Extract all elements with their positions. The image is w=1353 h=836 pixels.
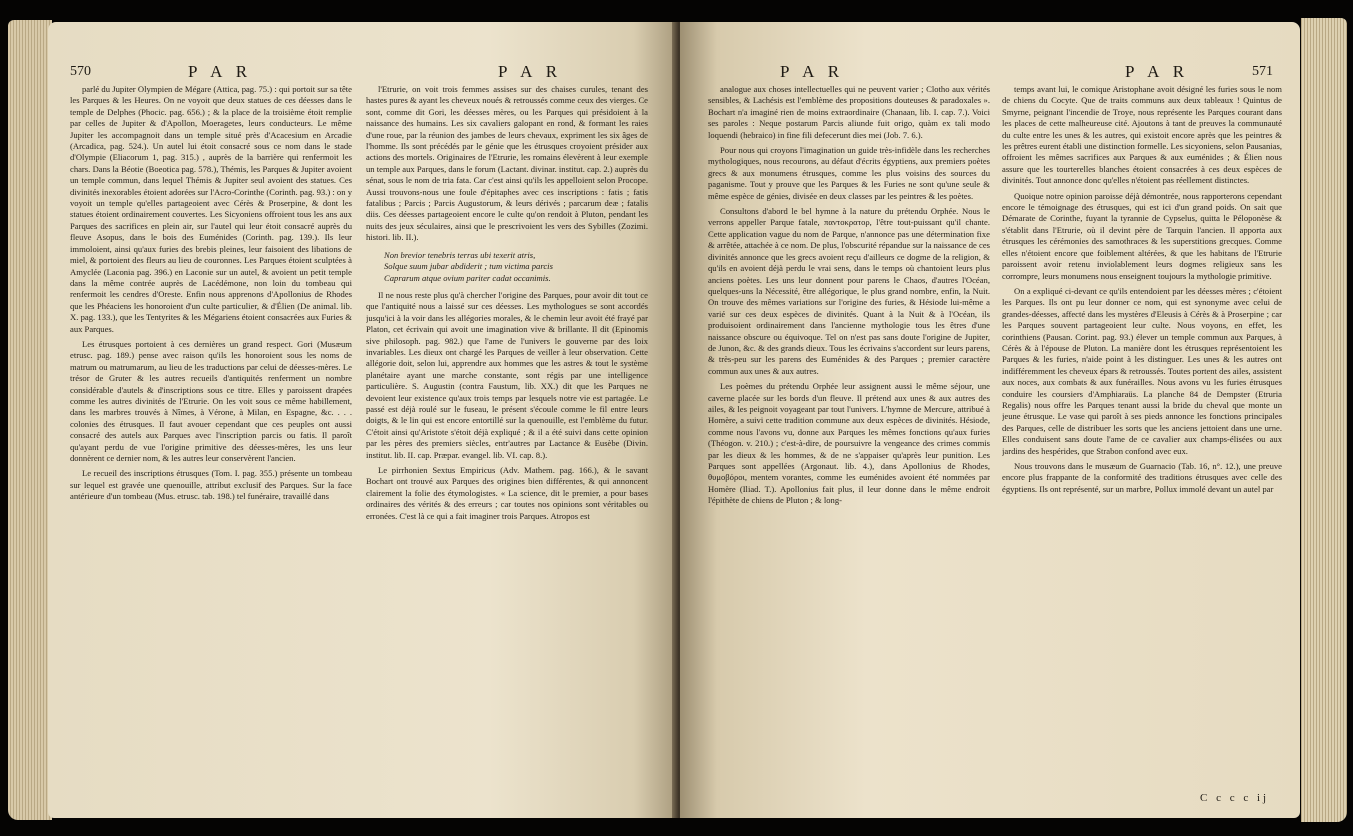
paragraph: Le pirrhonien Sextus Empiricus (Adv. Mathem. pag. 166.), & le savant Bochart ont trouvé aux Parques des origines bien différentes, & qui annoncent clairement la folie des étymologistes. « La science, dit le premier, a pour bases ordinaires des vérités & des erreurs ; car toutes nos opinions sont véritables ou erronées. C'est là ce qui a fait imaginer trois Parques. Atropos est (366, 465, 648, 521)
running-head: P A R (498, 62, 563, 81)
page-number: 571 (1252, 64, 1273, 79)
left-page-edges (8, 20, 52, 820)
running-head: P A R (1125, 62, 1190, 81)
verse-line: Non brevior tenebris terras ubi texerit atris, (384, 249, 536, 260)
paragraph: Il ne nous reste plus qu'à chercher l'origine des Parques, pour avoir dit tout ce que l'antiquité nous a laissé sur ces déesses. Les mythologues se sont accordés jusqu'ici à la voir dans les allégories morales, & le chemin leur avoit été frayé par Platon, cet écrivain qui avoit une imagination vive & brillante. Il dit (Epinomis sive philosoph. pag. 982.) que l'ame de l'univers le gouverne par des loix invariables. Les dieux ont chargé les Parques de veiller à leur observation. Cette allégorie doit, selon lui, apprendre aux hommes que les astres & tout le système planétaire ayant une marche constante, sont régis par une intelligence particulière. S. Augustin (contra Faustum, lib. XX.) dit que les Parques ne devoient leur existence qu'aux trois temps par lesquels notre vie est partagée. Le passé est déjà roulé sur le fuseau, le présent s'écoule comme le fil entre leurs doigts, & le lin qui est encore entortillé sur la quenouille, est l'emblème du futur. C'étoit ainsi qu'Aristote s'étoit déjà expliqué ; & il a été suivi dans cette opinion par les pères des premiers siècles, entr'autres par Lactance & Eusèbe (Divin. institut. lib. II. cap. Præpar. evangel. lib. VI. cap. 8.). (366, 289, 648, 460)
paragraph: Les étrusques portoient à ces dernières un grand respect. Gori (Musæum etrusc. pag. 189.) pense avec raison qu'ils les honoroient sous les noms de matrum ou matrumarum, au lieu de les traductions par celui de déesses-mères. Le trésor de Gruter & les autres recueils d'antiquités renferment un nombre considérable d'autels & d'inscriptions sous ce titre. Elles y paroissent drapées comme les autres divinités de l'Etrurie. On les voit sous ce même habillement, dans les marbres trouvés à Nîmes, à Vérone, à Milan, en Espagne, &c. . . . colonies des étrusques. Il faut avouer cependant que ces peuples ont aussi consacré des autels aux Parques avec l'inscription parcis ou fatis. Il paroît qu'ayant perdu de vue l'origine primitive des déesses-mères, les uns leur donnèrent ce dernier nom, & les autres leur conservèrent l'ancien. (70, 338, 352, 463)
right-column-1 (708, 84, 990, 809)
running-head: P A R (188, 62, 253, 81)
left-page (48, 22, 678, 818)
left-column-1 (70, 84, 352, 809)
paragraph: On a expliqué ci-devant ce qu'ils entendoient par les déesses mères ; c'étoient les Parques. Ils ont pu leur donner ce nom, qui est synonyme avec celui de grandes-déesses, affecté dans les mystères d'Eleusis à Cérès & à Proserpine ; car les Parques souvent partageoient leur culte. Nous voyons, en effet, les corinthiens (Pausan. Corint. pag. 93.) élever un temple commun aux Parques, à Cérès & à l'épouse de Pluton. La manière dont les étrusques représentoient les Parques & les furies, n'aide point à les distinguer. Les unes & les autres ont indifféremment les cheveux épars & retroussés. Toutes portent des ailes, assistent aux noces, aux combats & aux funérailles. Nous avons vu les furies étrusques conduire les coursiers d'Amphiaraüs. La planche 84 de Dempster (Etruria Regalis) nous offre les Parques tenant aussi la bride du cheval que monte un jeune étrusque. Le vase qui paroît à ses pieds annonce les fonctions principales des Parques, celle de distribuer les sorts que les anciens jettoient dans une urne. Elles conduisent sans doute l'ame de ce cavalier aux champs-élisées ou aux jardins des hespérides, que Strabon confond avec eux. (1002, 285, 1282, 456)
running-head: P A R (780, 62, 845, 81)
right-column-2 (1002, 84, 1282, 796)
paragraph: Pour nous qui croyons l'imagination un guide très-infidèle dans les recherches mythologiques, nous recourons, au défaut d'écrits égyptiens, aux premiers poètes grecs & aux monumens étrusques, comme les plus voisins des sources du paganisme. Tout y prouve que les Parques & les Furies ne sont qu'une seule & même espèce de génies, divisée en deux classes par les peintres & les poètes. (708, 145, 990, 201)
right-page-edges (1301, 18, 1347, 822)
paragraph: Nous trouvons dans le musæum de Guarnacio (Tab. 16, n°. 12.), une preuve encore plus frappante de la conformité des traditions étrusques avec celle des égyptiens. Ils ont représenté, sur un marbre, Pollux immolé devant un autel par (1002, 461, 1282, 494)
right-page (680, 22, 1300, 818)
verse-line: Caprarum atque ovium pariter cadat occanimis. (384, 272, 551, 283)
paragraph: temps avant lui, le comique Aristophane avoit désigné les furies sous le nom de chiens du Cocyte. Que de traits communs aux deux tableaux ! Quintus de Smyrne, peignant l'incendie de Troye, nous représente les Parques courant dans les places de cette malheureuse cité. Ajoutons à tant de preuves la communauté du culte entre les unes & les autres, qui existoit encore après que les peintres & les prêtres eurent établi une distinction formelle. Les sicyoniens, selon Pausanias, offroient les mêmes sacrifices aux Parques & aux euménides ; & Élien nous assure que les tourterelles blanches étoient consacrées à ces deux espèces de divinités. Tout annonce donc qu'elles n'étoient pas réellement distinctes. (1002, 84, 1282, 186)
paragraph: parlé du Jupiter Olympien de Mégare (Attica, pag. 75.) : qui portoit sur sa tête les Parques & les Heures. On ne voyoit que deux statues de ces déesses dans le temple de Delphes (Phocic. pag. 656.) ; & la place de la troisième étoit remplie par celles de Jupiter & d'Apollon, Moeragetes, leurs conducteurs. Le même Jupiter les accompagnoit dans un temple situé près d'Acacesium en Arcadie (Arcadica, pag. 524.). Un autel lui étoit consacré sous ce nom dans le stade d'Olympie (Eliacorum 1, pag. 315.) , auprès de la barrière qui renfermoit les chars. Dans la Béotie (Boeotica pag. 578.), Thémis, les Parques & Jupiter avoient un temple commun, dans lequel Thémis & Jupiter seul avoient des statues. Ces divinités inexorables étoient adorées sur l'Acro-Corinthe (Corinth. pag. 93.) : on y voyoit un temple qu'elles partageoient avec Cérès & Proserpine, & dont les statues étoient ordinairement couvertes. Les Sicyoniens offroient tous les ans aux Parques des sacrifices en plein air, sur l'autel qui leur étoit consacré auprès du fleuve Asopus, dans le bois des Euménides (Corinth. pag. 139.). Ils leur immoloient, ainsi qu'aux furies des brebis pleines, leur faisoient des libations de miel, & portoient des fleurs au lieu de couronnes. Les Parques étoient sculptées à Amyclée (Laconia pag. 396.) en Laconie sur un autel, & avoient un petit temple dans la même contrée auprès de Lacédémone, non loin du tombeau qui renfermoit les cendres d'Oreste. Enfin nous apprenons d'Apollonius de Rhodes que les Phéaciens les honoroient d'un culte particulier, & d'Élien (De animal. lib. X. pag. 133.), que les Tentyrites & les Mégariens étoient consacrées aux Furies & aux Parques. (70, 84, 352, 334)
paragraph: analogue aux choses intellectuelles qui ne peuvent varier ; Clotho aux vérités sensibles, & Lachésis est l'emblème des propositions douteuses & paradoxales ». Bochart n'a imaginé rien de moins extraordinaire (Chanaan, lib. I. cap. 7.). Voici ses paroles : Neque postarum Parcis aliunde fuit origo, quàm ex tali modo loquendi (hebraico) in fine fili defecerunt dies mei (Job. 7. 6.). (708, 84, 990, 140)
paragraph: l'Etrurie, on voit trois femmes assises sur des chaises curules, tenant des hastes pures & ayant les cheveux noués & retroussés comme ceux des vierges. Ce sont, comme dit Gori, les déesses mères, ou les Parques qui présidoient à la naissance des humains. Les six cavaliers galopant en rond, & formant les raies d'une roue, par la réunion des jambes de leurs chevaux, expriment les six âges de l'homme. Ils sont précédés par le génie que les étrusques croyoient présider aux actions des mortels. Originaires de l'Etrurie, les romains élevèrent à leur exemple un temple aux Parques, dans le forum (Lactant. divinar. institut. cap. 2.) auprès du sénat, sous le nom de tria fata. Car c'est ainsi qu'ils les appelloient selon Procope. Aussi trouvons-nous une foule d'épitaphes avec ces inscriptions : fatis ; fatis fatalibus ; Parcis ; Parcis Augustorum, & leurs dérivés ; parcarum deæ ; fatalis diis. Ces déesses partageoient encore le culte qu'on rendoit à Pluton, pendant les nuits des jeux séculaires, ainsi que le prescrivoient les vers des Sybilles (Zozimi. histori. lib. II.). (366, 84, 648, 243)
left-column-2 (366, 84, 648, 809)
verse-line: Solque suum jubar abdiderit ; tum victima parcis (384, 261, 553, 272)
signature-mark: C c c c ij (1200, 792, 1270, 804)
page-number: 570 (70, 64, 91, 79)
paragraph: Le recueil des inscriptions étrusques (Tom. I. pag. 355.) présente un tombeau sur lequel est gravée une quenouille, attribut exclusif des Parques. Sur la face antérieure d'un tombeau (Mus. etrusc. tab. 198.) tel funéraire, travaillé dans (70, 468, 352, 502)
verse-quote (366, 250, 648, 284)
paragraph: Consultons d'abord le bel hymne à la nature du prétendu Orphée. Nous le verrons appeller Parque fatale, παντοκρατορ, l'être tout-puissant qu'il chante. Cette application vague du nom de Parque, n'annonce pas une détermination fixe & arrêtée, attachée à ce nom. De plus, l'obscurité répandue sur la naissance de ces divinités annonce que les grecs avoient reçu d'ailleurs ce dogme de la religion, & qu'ils en avoient déjà perdu le vrai sens, dans le temps où chantoient leurs plus anciens poètes. Les uns leur donnent pour parens le Chaos, d'autres l'Océan, quelques-uns la Nécessité, être allégorique, le plus grand nombre, enfin, la Nuit. On trouve des mêmes variations sur l'origine des furies, & Hésiode lui-même a varié sur ces deux espèces de divinités. Quant à la Nuit & à l'Océan, ils produisoient ordinairement dans l'ancienne mythologie tous les êtres d'une naissance obscure ou équivoque. Tel on n'est pas sans doute l'origine de Jupiter, de Junon, &c. & des grands dieux. Tous les écrivains s'accordent sur leurs parens, & très-peu sur les parens des Euménides & des Parques ; premier caractère commun aux unes & aux autres. (708, 206, 990, 376)
paragraph: Quoique notre opinion paroisse déjà démontrée, nous rapporterons cependant encore le témoignage des étrusques, qui est ici d'un grand poids. On sait que Démarate de Corinthe, fuyant la tyrannie de Cypselus, quitta le Péloponèse & s'établit dans l'Etrurie, où il devint père de Tarquin l'ancien. Il apporta aux étrusques les cérémonies des samothraces & les superstitions grecques. Comme elles n'étoient encore que foiblement altérées, & que les habitans de l'Etrurie paroissent avoir retenu inviolablement leurs dogmes religieux sans les corrompre, leurs monumens nous enseignent toujours la mythologie primitive. (1002, 190, 1282, 281)
paragraph: Les poèmes du prétendu Orphée leur assignent aussi le même séjour, une caverne placée sur les bords d'un fleuve. Il prétend aux unes & aux autres des ailes, & les peignoit voyageant par tout l'univers. L'hymne de Mercure, attribué à Homère, a suivi cette tradition commune aux deux espèces de divinités. Hésiode, comme nous l'avons vu, donne aux Parques les mêmes fonctions qu'aux furies (Théogon. v. 210.) ; c'est-à-dire, de poursuivre la vengeance des crimes commis par les dieux & les hommes, & de ne s'appaiser qu'après leur punition. Les Parques sont appellées (Argonaut. lib. 4.), dans Apollonius de Rhodes, θυμοβόροι, mentem vorantes, comme les euménides avoient été nommées par Homère (Iliad. T.). Apollonius fait plus, il leur donne dans le même endroit l'épithète de chiens de Pluton ; & long- (708, 381, 990, 506)
